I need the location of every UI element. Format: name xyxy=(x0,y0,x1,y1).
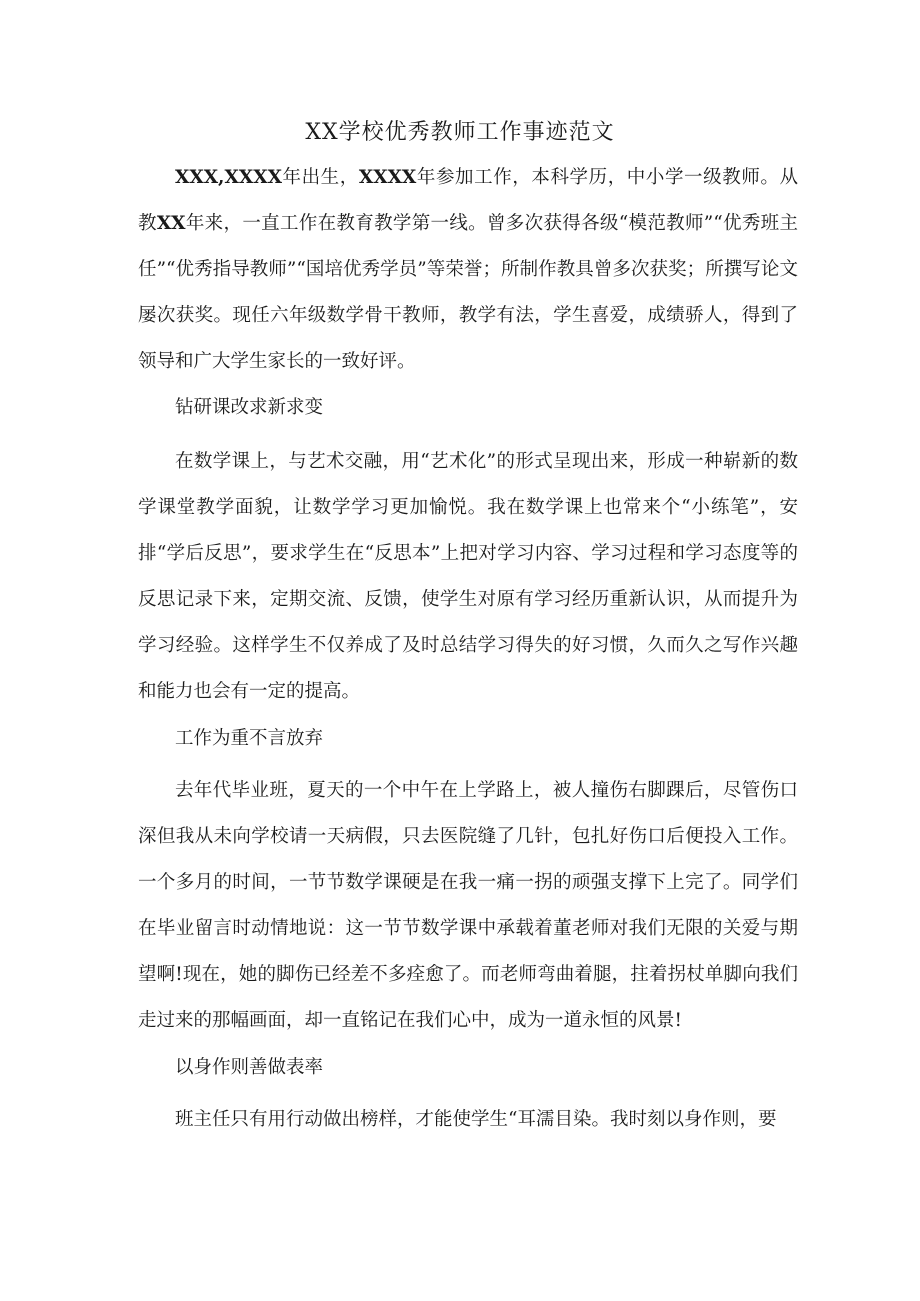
section-2-body-block xyxy=(138,768,798,1044)
section-3-heading-block xyxy=(138,1045,798,1091)
section-paragraph: 去年代毕业班，夏天的一个中午在上学路上，被人撞伤右脚踝后，尽管伤口深但我从未向学校请一天病假，只去医院缝了几针，包扎好伤口后便投入工作。一个多月的时间，一节节数学课硬是在我一痛一拐的顽强支撑下上完了。同学们在毕业留言时动情地说：这一节节数学课中承载着董老师对我们无限的关爱与期望啊!现在，她的脚伤已经差不多痊愈了。而老师弯曲着腿，拄着拐杖单脚向我们走过来的那幅画面，却一直铭记在我们心中，成为一道永恒的风景! xyxy=(138,780,798,1031)
intro-text-1: 年出生， xyxy=(281,167,359,188)
section-paragraph: 班主任只有用行动做出榜样，才能使学生“耳濡目染。我时刻以身作则，要 xyxy=(175,1109,777,1130)
section-paragraph: 在数学课上，与艺术交融，用“艺术化”的形式呈现出来，形成一种崭新的数学课堂教学面貌，让数学学习更加愉悦。我在数学课上也常来个“小练笔”，安排“学后反思”，要求学生在“反思本”上把对学习内容、学习过程和学习态度等的反思记录下来，定期交流、反馈，使学生对原有学习经历重新认识，从而提升为学习经验。这样学生不仅养成了及时总结学习得失的好习惯，久而久之写作兴趣和能力也会有一定的提高。 xyxy=(138,451,798,702)
section-1-body-block xyxy=(138,439,798,715)
section-2-heading-block xyxy=(138,716,798,762)
section-heading: 钻研课改求新求变 xyxy=(175,397,324,418)
intro-text-3: 年来，一直工作在教育教学第一线。曾多次获得各级“模范教师”“优秀班主任”“优秀指导教师”“国培优秀学员”等荣誉；所制作教具曾多次获奖；所撰写论文屡次获奖。现任六年级数学骨干教师，教学有法，学生喜爱，成绩骄人，得到了领导和广大学生家长的一致好评。 xyxy=(138,213,798,372)
document-title: XX学校优秀教师工作事迹范文 xyxy=(305,120,615,145)
work-start-year: XXXX xyxy=(358,167,417,188)
intro-text-2: 年参加工作，本科学历，中小学一级教师。从教 xyxy=(138,167,798,234)
teacher-name: XXX,XXXX xyxy=(175,167,282,188)
section-heading: 以身作则善做表率 xyxy=(175,1057,324,1078)
intro-paragraph xyxy=(138,155,798,385)
section-heading: 工作为重不言放弃 xyxy=(175,728,324,749)
teaching-years: XX xyxy=(156,213,186,234)
section-1-heading-block xyxy=(138,385,798,431)
section-3-body-block xyxy=(138,1097,798,1143)
intro-block xyxy=(138,155,798,385)
